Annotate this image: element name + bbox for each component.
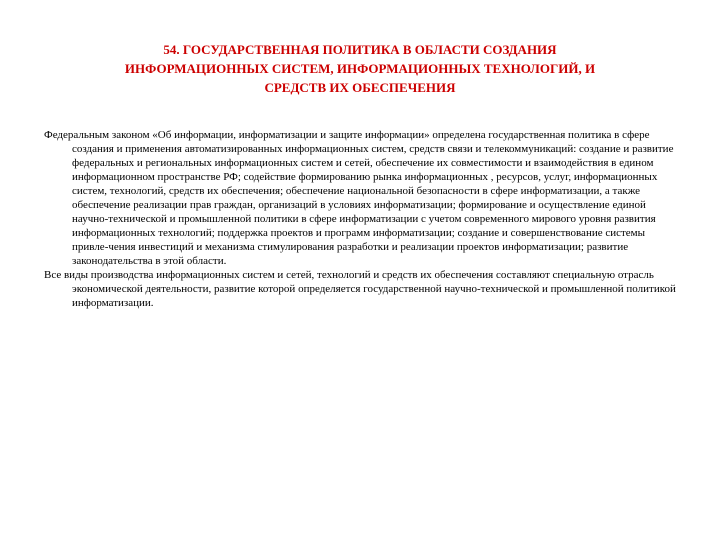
- slide-title: [60, 40, 660, 97]
- paragraph-federal-law: Федеральным законом «Об информации, информатизации и защите информации» определена государственная политика в сфере создания и применения автоматизированных информационных систем, средств связи и телекоммуникаций: создание и развитие федеральных и региональных информационных систем и сетей, обеспечение их совместимости и взаимодействия в едином информационном пространстве РФ; содействие формированию рынка информационных , ресурсов, услуг, информационных систем, технологий, средств их обеспечения; обеспечение национальной безопасности в сфере информатизации, а также обеспечение реализации прав граждан, организаций в условиях информатизации; формирование и осуществление единой научно-технической и промышленной политики в сфере информатизации с учетом современного мирового уровня развития информационных технологий; поддержка проектов и программ информатизации; создание и совершенствование системы привле-чения инвестиций и механизма стимулирования разработки и реализации проектов информатизации; развитие законодательства в этой области.: [44, 129, 674, 267]
- slide-title-line-2: ИНФОРМАЦИОННЫХ СИСТЕМ, ИНФОРМАЦИОННЫХ ТЕХНОЛОГИЙ, И: [124, 61, 596, 76]
- slide-title-line-3: СРЕДСТВ ИХ ОБЕСПЕЧЕНИЯ: [264, 80, 456, 95]
- slide-title-line-1: 54. ГОСУДАРСТВЕННАЯ ПОЛИТИКА В ОБЛАСТИ СОЗДАНИЯ: [163, 42, 557, 57]
- slide-body: [44, 128, 678, 310]
- paragraph-production-types: Все виды производства информационных систем и сетей, технологий и средств их обеспечения составляют специальную отрасль экономической деятельности, развитие которой определяется государственной научно-технической и промышленной политикой информатизации.: [44, 269, 676, 309]
